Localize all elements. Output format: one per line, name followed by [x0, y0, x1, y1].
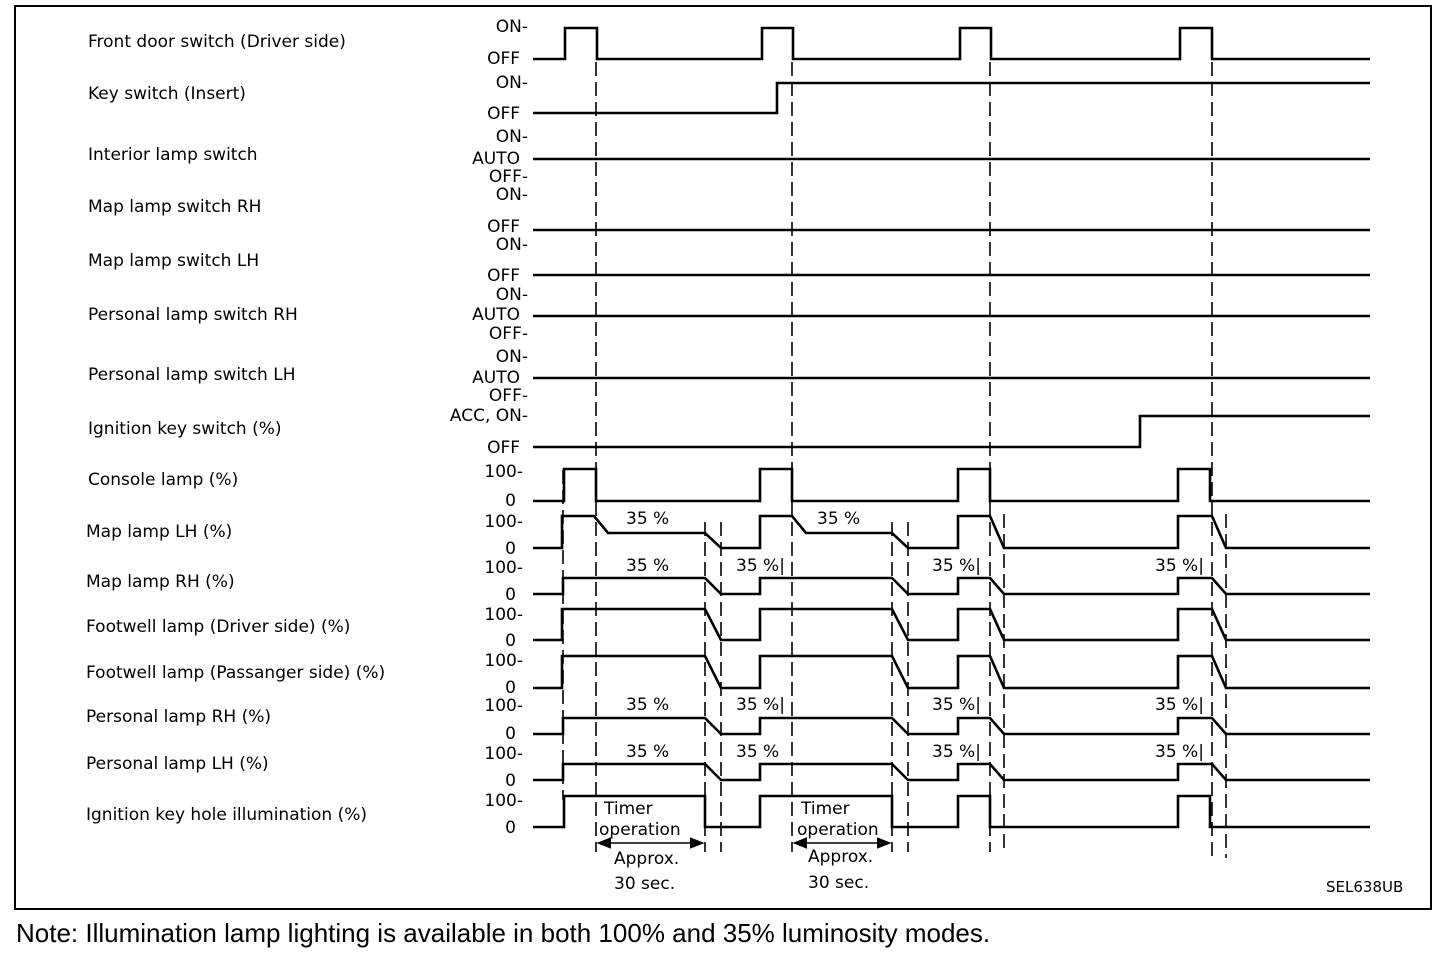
signal-label: Key switch (Insert)	[88, 84, 246, 104]
level-label: OFF-	[488, 386, 528, 406]
level-label: ON-	[495, 127, 528, 147]
level-label: 100-	[484, 791, 523, 811]
level-label: 0	[505, 585, 516, 605]
signal-label: Interior lamp switch	[88, 145, 258, 165]
level-label: ON-	[495, 17, 528, 37]
timer-label: operation	[599, 820, 681, 840]
signal-label: Map lamp RH (%)	[86, 572, 235, 592]
signal-label: Map lamp switch LH	[88, 251, 260, 271]
level-label: ON-	[495, 185, 528, 205]
waveform-ignition-key-switch	[533, 416, 1370, 447]
percent-label: 35 %|	[736, 695, 785, 715]
percent-label: 35 %|	[932, 742, 981, 762]
signal-label: Ignition key switch (%)	[88, 419, 282, 439]
level-label: 100-	[484, 744, 523, 764]
approx-label: Approx.	[614, 849, 680, 869]
waveform-footwell-lamp-driver	[533, 609, 1370, 640]
level-label: OFF	[487, 49, 520, 69]
percent-label: 35 %|	[1155, 556, 1204, 576]
level-labels	[450, 17, 528, 838]
waveform-console-lamp	[533, 469, 1370, 501]
signal-label: Personal lamp switch LH	[88, 365, 296, 385]
waveform-map-lamp-rh	[533, 578, 1370, 594]
timer-label: Timer	[604, 799, 653, 819]
level-label: AUTO	[472, 368, 520, 388]
percent-label: 35 %	[817, 509, 861, 529]
level-label: ON-	[495, 285, 528, 305]
waveform-footwell-lamp-passenger	[533, 656, 1370, 688]
level-label: 0	[505, 678, 516, 698]
timer-annotation-1	[598, 799, 703, 894]
waveform-key-switch	[533, 83, 1370, 113]
signal-label: Personal lamp RH (%)	[86, 707, 271, 727]
signal-label: Personal lamp LH (%)	[86, 754, 269, 774]
signal-label: Map lamp LH (%)	[86, 522, 233, 542]
waveform-personal-lamp-lh	[533, 764, 1370, 780]
level-label: OFF	[487, 266, 520, 286]
waveform-front-door-switch	[533, 28, 1370, 59]
signal-label: Footwell lamp (Passanger side) (%)	[86, 663, 386, 683]
level-label: ON-	[495, 235, 528, 255]
percent-label: 35 %|	[1155, 695, 1204, 715]
footnote: Note: Illumination lamp lighting is available in both 100% and 35% luminosity modes.	[16, 918, 991, 948]
timer-label: Timer	[801, 799, 850, 819]
level-label: ACC, ON-	[449, 406, 528, 426]
level-label: 0	[505, 539, 516, 559]
percent-label: 35 %	[626, 556, 670, 576]
percent-label: 35 %|	[1155, 742, 1204, 762]
percent-label: 35 %	[626, 509, 670, 529]
signal-labels	[86, 32, 385, 825]
level-label: OFF-	[488, 324, 528, 344]
approx-label: 30 sec.	[614, 874, 676, 894]
level-label: OFF	[487, 104, 520, 124]
level-label: 100-	[484, 558, 523, 578]
level-label: AUTO	[472, 305, 520, 325]
percent-label: 35 %|	[932, 556, 981, 576]
level-label: 0	[505, 818, 516, 838]
level-label: OFF-	[488, 167, 528, 187]
level-label: OFF	[487, 217, 520, 237]
timer-label: operation	[797, 820, 879, 840]
signal-label: Console lamp (%)	[88, 470, 239, 490]
figure-code: SEL638UB	[1326, 878, 1404, 896]
percent-label: 35 %|	[736, 556, 785, 576]
signal-label: Personal lamp switch RH	[88, 305, 298, 325]
level-label: ON-	[495, 347, 528, 367]
timing-markers	[563, 62, 1226, 858]
approx-label: 30 sec.	[808, 873, 870, 893]
signal-label: Map lamp switch RH	[88, 197, 262, 217]
percent-label: 35 %	[626, 695, 670, 715]
level-label: AUTO	[472, 149, 520, 169]
level-label: ON-	[495, 73, 528, 93]
waveform-personal-lamp-rh	[533, 718, 1370, 734]
level-label: 100-	[484, 696, 523, 716]
percent-label: 35 %	[626, 742, 670, 762]
level-label: 0	[505, 771, 516, 791]
percent-label: 35 %|	[932, 695, 981, 715]
timer-annotation-2	[794, 799, 890, 893]
level-label: 0	[505, 724, 516, 744]
percent-label: 35 %	[736, 742, 780, 762]
level-label: 0	[505, 491, 516, 511]
signal-label: Footwell lamp (Driver side) (%)	[86, 617, 351, 637]
level-label: 100-	[484, 651, 523, 671]
level-label: 0	[505, 631, 516, 651]
level-label: 100-	[484, 512, 523, 532]
level-label: OFF	[487, 438, 520, 458]
level-label: 100-	[484, 605, 523, 625]
signal-label: Front door switch (Driver side)	[88, 32, 346, 52]
level-label: 100-	[484, 462, 523, 482]
signal-label: Ignition key hole illumination (%)	[86, 805, 367, 825]
approx-label: Approx.	[808, 847, 874, 867]
